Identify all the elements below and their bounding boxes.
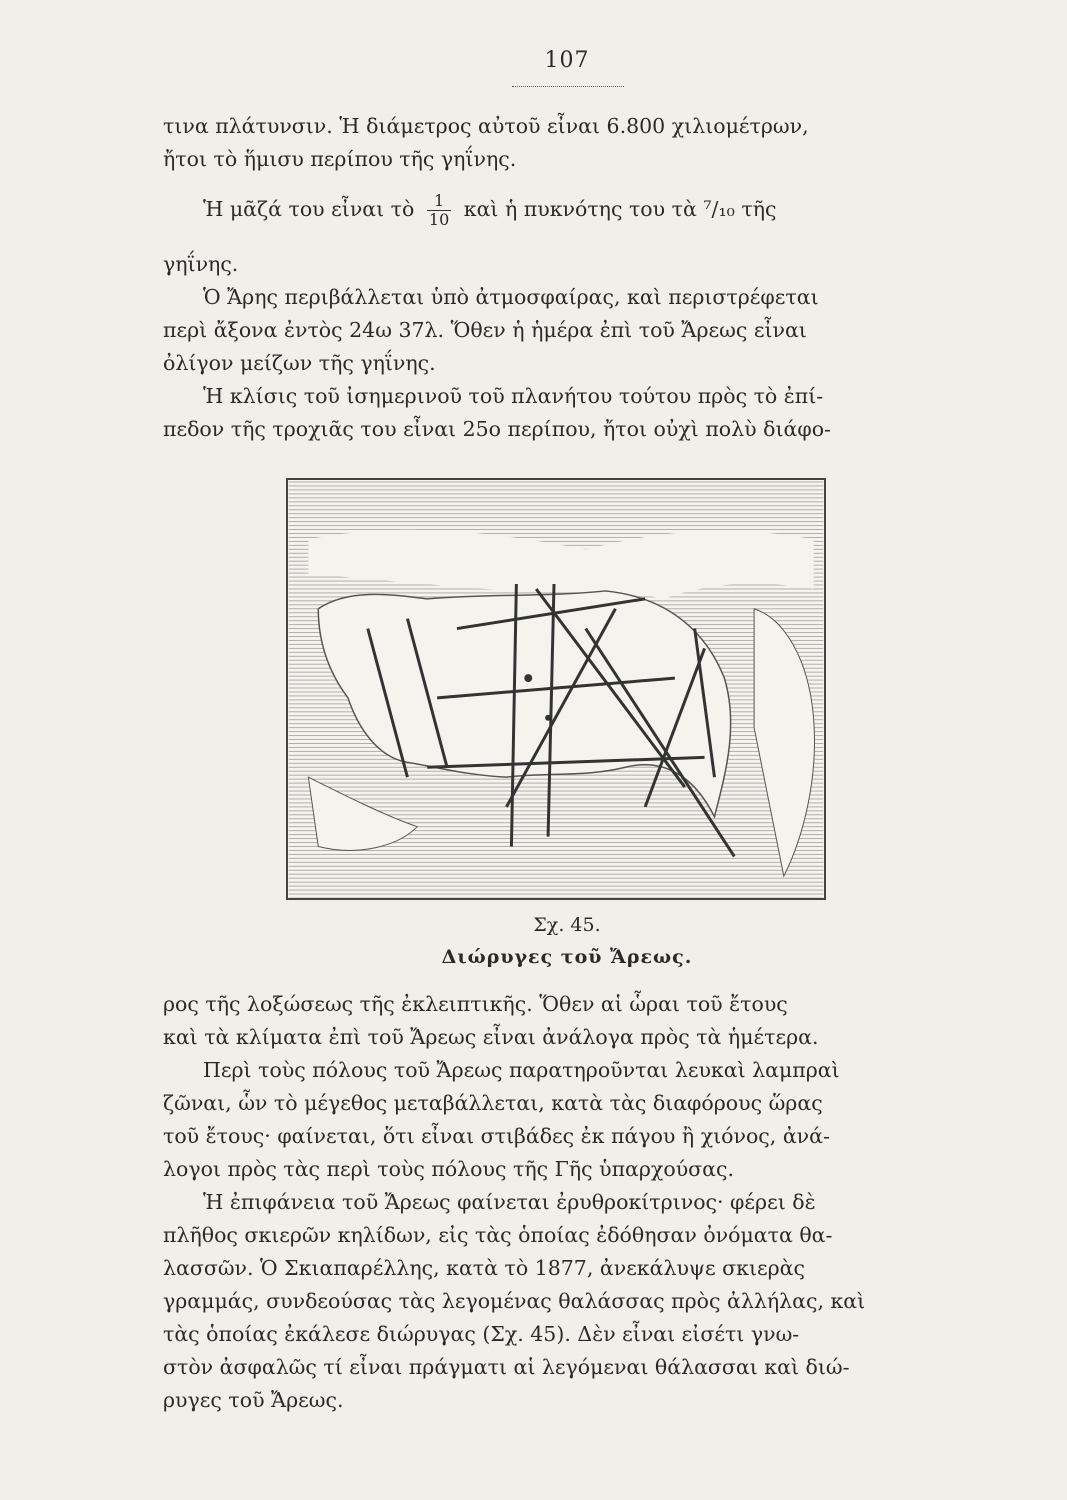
text-line: τοῦ ἔτους· φαίνεται, ὅτι εἶναι στιβάδες ἐκ πάγου ἢ χιόνος, ἀνά- [163,1124,830,1148]
text-line: περὶ ἄξονα ἐντὸς 24ω 37λ. Ὅθεν ἡ ἡμέρα ἐπὶ τοῦ Ἄρεως εἶναι [163,318,807,342]
text-line: τινα πλάτυνσιν. Ἡ διάμετρος αὐτοῦ εἶναι 6.800 χιλιομέτρων, [163,114,809,138]
top-paragraph [163,110,963,176]
text-line: γηΐνης. [163,252,239,276]
text-line: ζῶναι, ὧν τὸ μέγεθος μεταβάλλεται, κατὰ τὰς διαφόρους ὥρας [163,1091,823,1115]
mars-canals-illustration [288,480,824,898]
text-line: πεδον τῆς τροχιᾶς του εἶναι 25ο περίπου, ἤτοι οὐχὶ πολὺ διάφο- [163,417,831,441]
mars-canals-figure [286,478,826,900]
text-line: στὸν ἀσφαλῶς τί εἶναι πράγματι αἱ λεγόμεναι θάλασσαι καὶ διώ- [163,1355,850,1379]
text-line: λογοι πρὸς τὰς περὶ τοὺς πόλους τῆς Γῆς ὑπαρχούσας. [163,1157,734,1181]
mass-line [163,186,963,232]
text-line: λασσῶν. Ὁ Σκιαπαρέλλης, κατὰ τὸ 1877, ἀνεκάλυψε σκιερὰς [163,1256,805,1280]
text-line: ρος τῆς λοξώσεως τῆς ἐκλειπτικῆς. Ὅθεν αἱ ὧραι τοῦ ἔτους [163,992,788,1016]
middle-paragraph [163,248,963,446]
text-line: Ἡ κλίσις τοῦ ἰσημερινοῦ τοῦ πλανήτου τούτου πρὸς τὸ ἐπί- [203,384,824,408]
page-number: 107 [544,48,590,73]
text-line: ρυγες τοῦ Ἄρεως. [163,1388,344,1412]
text-line: ὀλίγον μείζων τῆς γηΐνης. [163,351,436,375]
mass-line-tail: καὶ ἡ πυκνότης του τὰ ⁷/₁₀ τῆς [463,197,777,221]
text-line: Περὶ τοὺς πόλους τοῦ Ἄρεως παρατηροῦνται λευκαὶ λαμπραὶ [203,1058,840,1082]
text-line: πλῆθος σκιερῶν κηλίδων, εἰς τὰς ὁποίας ἐδόθησαν ὀνόματα θα- [163,1223,833,1247]
text-line: γραμμάς, συνδεούσας τὰς λεγομένας θαλάσσας πρὸς ἀλλήλας, καὶ [163,1289,866,1313]
text-line: Ὁ Ἄρης περιβάλλεται ὑπὸ ἀτμοσφαίρας, καὶ περιστρέφεται [203,285,819,309]
text-line: καὶ τὰ κλίματα ἐπὶ τοῦ Ἄρεως εἶναι ἀνάλογα πρὸς τὰ ἡμέτερα. [163,1025,819,1049]
text-line: Ἡ ἐπιφάνεια τοῦ Ἄρεως φαίνεται ἐρυθροκίτρινος· φέρει δὲ [203,1190,816,1214]
page-number-rule [512,86,624,87]
bottom-paragraph [163,988,963,1417]
text-line: τὰς ὁποίας ἐκάλεσε διώρυγας (Σχ. 45). Δὲν εἶναι εἰσέτι γνω- [163,1322,800,1346]
fraction-one-tenth [427,192,451,229]
figure-caption: Διώρυγες τοῦ Ἄρεως. [441,946,693,968]
fraction-denominator: 10 [428,210,450,229]
fraction-numerator: 1 [427,192,451,211]
figure-label: Σχ. 45. [533,914,601,936]
mass-line-lead: Ἡ μᾶζά του εἶναι τὸ [203,197,415,221]
text-line: ἤτοι τὸ ἥμισυ περίπου τῆς γηΐνης. [163,147,517,171]
